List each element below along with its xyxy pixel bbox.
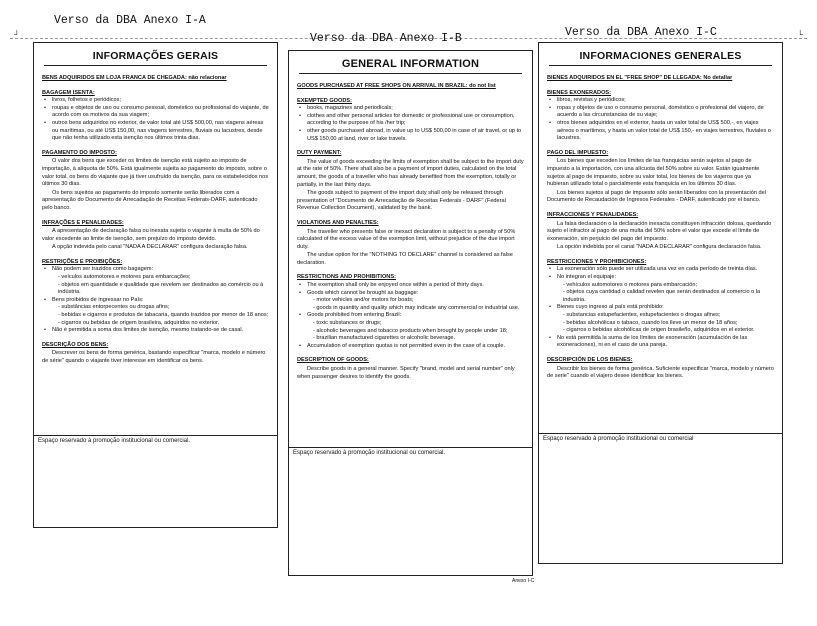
section-title: PAGO DEL IMPUESTO:: [547, 149, 609, 156]
list-subitem: - veículos automotores e motores para embarcações;: [58, 274, 191, 281]
list-subitem: - bebidas alcohólicas o tabaco, cuando los lleve un menor de 18 años;: [563, 319, 738, 326]
section-title: BAGAGEM ISENTA:: [42, 89, 95, 96]
header-annex-b: Verso da DBA Anexo I-B: [310, 32, 462, 45]
list-subitem: - goods in quantity and quality which may indicate any commercial or industrial use.: [313, 304, 520, 311]
list-subitem: - substâncias entorpecentes ou drogas afins;: [58, 304, 170, 311]
section-title: PAGAMENTO DO IMPOSTO:: [42, 149, 117, 156]
list-item: • Não podem ser trazidos como bagagem:: [42, 266, 269, 274]
list-subitem: - alcoholic beverages and tobacco products when brought by people under 18;: [313, 327, 508, 334]
paragraph: Describe goods in a general manner. Specify "brand, model and serial number" only when passenger desires to identify the goods.: [297, 366, 515, 380]
reserved-space-footer: Espaço reservado à promoção institucional ou comercial: [539, 433, 782, 444]
paragraph: The traveller who presents false or inexact declaration is subject to a penalty of 50% calculated of the excess value of the exemption limit, without prejudice of the due import duty.: [297, 228, 516, 250]
paragraph: The goods subject to payment of the import duty shall only be released through presentation of "Documento de Arrecadação de Receitas Federais - DARF" (Federal Revenue Collection Document), validated by the bank.: [297, 190, 506, 212]
list-subitem: - vehículos automotores o motores para embarcación;: [563, 281, 698, 288]
list-subitem: - toxic substances or drugs;: [313, 320, 382, 327]
paragraph: Os bens sujeitos ao pagamento do imposto somente serão liberados com a apresentação do Documento de Arrecadação de Receitas Federais-DARF, autenticado pelo banco.: [42, 189, 258, 211]
list-subitem: - substancias estupefacientes, estupefacientes o drogas afines;: [563, 312, 721, 319]
header-annex-c: Verso da DBA Anexo I-C: [565, 26, 717, 39]
header-annex-a: Verso da DBA Anexo I-A: [54, 14, 206, 27]
lead-line: GOODS PURCHASED AT FREE SHOPS ON ARRIVAL IN BRAZIL: do not list: [297, 83, 496, 89]
section-title: EXEMPTED GOODS:: [297, 97, 353, 104]
section-title: INFRACCIONES Y PENALIDADES:: [547, 211, 639, 218]
panel-title: GENERAL INFORMATION: [341, 58, 480, 70]
list-item: • Não é permitida a soma dos limites de isenção, mesmo tratando-se de casal.: [42, 327, 269, 335]
paragraph: Descrever os bens de forma genérica, bastando especificar "marca, modelo e número de série" quando o viajante tiver interesse em identificar os bens.: [42, 350, 266, 364]
section-title: INFRAÇÕES E PENALIDADES:: [42, 219, 124, 226]
list-item: • books, magazines and periodicals;: [297, 105, 524, 113]
list-item: • roupas e objetos de uso ou consumo pessoal, doméstico ou profissional do viajante, de acordo com os motivos da sua viagem;: [42, 105, 269, 120]
paragraph: Los bienes que exceden los límites de las franquicias serán sujetos al pago de impuesto a la importación, con una alícuota del 50% sobre su valor. Están igualmente sujetos al pago de impuesto, sobre su valor total, los bienes de los viajeros que ya hubieran utilizado total o parcialmente esta franquicia en los últimos 30 días.: [547, 158, 760, 188]
reserved-space-footer: Espaço reservado à promoção institucional ou comercial.: [34, 435, 277, 446]
crop-mark: └: [797, 30, 803, 39]
paragraph: A apresentação de declaração falsa ou inexata sujeita o viajante à multa de 50% do valor excedente ao limite de isenção, sem prejuízo do imposto devido.: [42, 228, 260, 242]
paragraph: Describir los bienes de forma genérica. Suficiente especificar "marca, modelo y número de serie" cuando el viajero desee identificar los bienes.: [547, 365, 774, 380]
list-item: • outros bens adquiridos no exterior, de valor total até US$ 500,00, nas viagens aéreas ou marítimas, ou até US$ 150,00, nas viagens terrestres, fluviais ou lacustres, desde que não tenha utilizado esta isenção nos últimos trinta dias.: [42, 120, 269, 143]
list-item: • No integran el equipaje:: [547, 274, 774, 282]
list-item: • The exemption shall only be enjoyed once within a period of thirty days.: [297, 282, 524, 290]
paragraph: Los bienes sujetos al pago de impuesto sólo serán liberados con la presentación del Documento de Recaudación de Ingresos Federales - DARF, autenticado por el banco.: [547, 189, 766, 204]
list-item: • Accumulation of exemption quotas is not permitted even in the case of a couple.: [297, 343, 524, 351]
paragraph: O valor dos bens que exceder os limites de isenção está sujeito ao imposto de importação, à alíquota de 50%. Está igualmente sujeita ao pagamento do imposto, sobre o valor total, os bens do viajante que já tiver usufruído da isenção, para os estabelecidos nos últimos 30 dias.: [42, 158, 269, 188]
list-item: • Goods which cannot be brought as baggage:: [297, 290, 524, 298]
paragraph: La opción indebida por el canal "NADA A DECLARAR" configura declaración falsa.: [557, 244, 762, 251]
panel-annex-a: [33, 42, 278, 528]
section-title: RESTRIÇÕES E PROIBIÇÕES:: [42, 258, 123, 265]
reserved-space-footer: Espaço reservado à promoção institucional ou comercial.: [289, 447, 532, 458]
list-item: • La exoneración sólo puede ser utilizada una vez en cada período de treinta días.: [547, 266, 774, 274]
section-title: DESCRIPCIÓN DE LOS BIENES:: [547, 357, 633, 363]
list-item: • Bienes cuyo ingreso al país está prohibido:: [547, 304, 774, 312]
list-subitem: - motor vehicles and/or motors for boats;: [313, 297, 414, 304]
section-title: DESCRIÇÃO DOS BENS:: [42, 341, 109, 348]
list-item: • libros, revistas y periódicos;: [547, 97, 774, 105]
list-subitem: - objetos cuya cantidad o calidad revelen que serán destinados al comercio o la industria.: [563, 289, 761, 303]
paragraph: The value of goods exceeding the limits of exemption shall be subject to the import duty at the rate of 50%. There shall also be a payment of import duties, calculated on the total amount, the goods of a traveller who has already benefited from the exemption, totally or partially, in the last thirty days.: [297, 158, 524, 188]
lead-line: BIENES ADQUIRIDOS EN EL "FREE SHOP" DE LLEGADA: No detallar: [547, 75, 733, 81]
panel-title: INFORMACIONES GENERALES: [579, 50, 742, 62]
footnote: Anexo I-C: [512, 578, 535, 584]
list-item: • No está permitida la suma de los límites de exoneración (acumulación de las exoneraciones), ni en el caso de una pareja.: [547, 335, 774, 350]
list-subitem: - cigarros ou bebidas de origem brasileira, adquiridos no exterior.: [58, 319, 220, 326]
list-item: • clothes and other personal articles for domestic or professional use or consumption, according to the purpose of his /her trip;: [297, 113, 524, 128]
panel-title: INFORMAÇÕES GERAIS: [92, 50, 219, 62]
list-subitem: - objetos em quantidade e qualidade que revelem ser destinados ao comércio ou à indústria.: [58, 281, 264, 296]
section-title: RESTRICCIONES Y PROHIBICIONES:: [547, 258, 647, 265]
paragraph: The undue option for the "NOTHING TO DECLARE" channel is considered as false declaration.: [297, 252, 513, 266]
section-title: BIENES EXONERADOS:: [547, 89, 612, 96]
list-item: • livros, folhetos e periódicos;: [42, 97, 269, 105]
section-title: DESCRIPTION OF GOODS:: [297, 357, 369, 364]
list-item: • Bens proibidos de ingressar no País:: [42, 297, 269, 305]
list-subitem: - bebidas e cigarros e produtos de tabacaria, quando trazidos por menor de 18 anos;: [58, 312, 269, 319]
section-title: DUTY PAYMENT:: [297, 150, 342, 157]
section-title: VIOLATIONS AND PENALTIES:: [297, 219, 379, 226]
panel-annex-c: [538, 42, 783, 564]
list-subitem: - brazilian manufactured cigarettes or alcoholic beverage.: [313, 335, 456, 342]
paragraph: La falsa declaración o la declaración inexacta constituyen infracción dolosa, quedando sujeto el infractor al pago de una multa del 50% sobre el valor que excede el límite de exoneración, sin perjuicio del pago del impuesto.: [547, 220, 772, 242]
list-item: • other goods purchased abroad, in value up to US$ 500,00 in case of air travel, or up to US$ 150,00 at land, river or lake travels.: [297, 128, 524, 143]
panel-annex-b: [288, 50, 533, 576]
list-item: • Goods prohibited from entering Brazil:: [297, 312, 524, 320]
lead-line: BENS ADQUIRIDOS EM LOJA FRANCA DE CHEGADA: não relacionar: [42, 75, 227, 81]
list-item: • otros bienes adquiridos en el exterior, hasta un valor total de US$ 500,-, en viajes aéreos o marítimos, y hasta un valor total de US$ 150,- en viajes terrestres, fluviales o lacustres.: [547, 120, 774, 143]
list-item: • ropas y objetos de uso o consumo personal, doméstico o profesional del viajero, de acuerdo a las circunstancias de su viaje;: [547, 105, 774, 120]
section-title: RESTRICTIONS AND PROHIBITIONS:: [297, 274, 396, 281]
paragraph: A opção indevida pelo canal "NADA A DECLARAR" configura declaração falsa.: [52, 244, 248, 251]
list-subitem: - cigarros o bebidas alcohólicas de origen brasileño, adquiridos en el exterior.: [563, 327, 755, 334]
crop-mark: ┘: [14, 30, 20, 39]
